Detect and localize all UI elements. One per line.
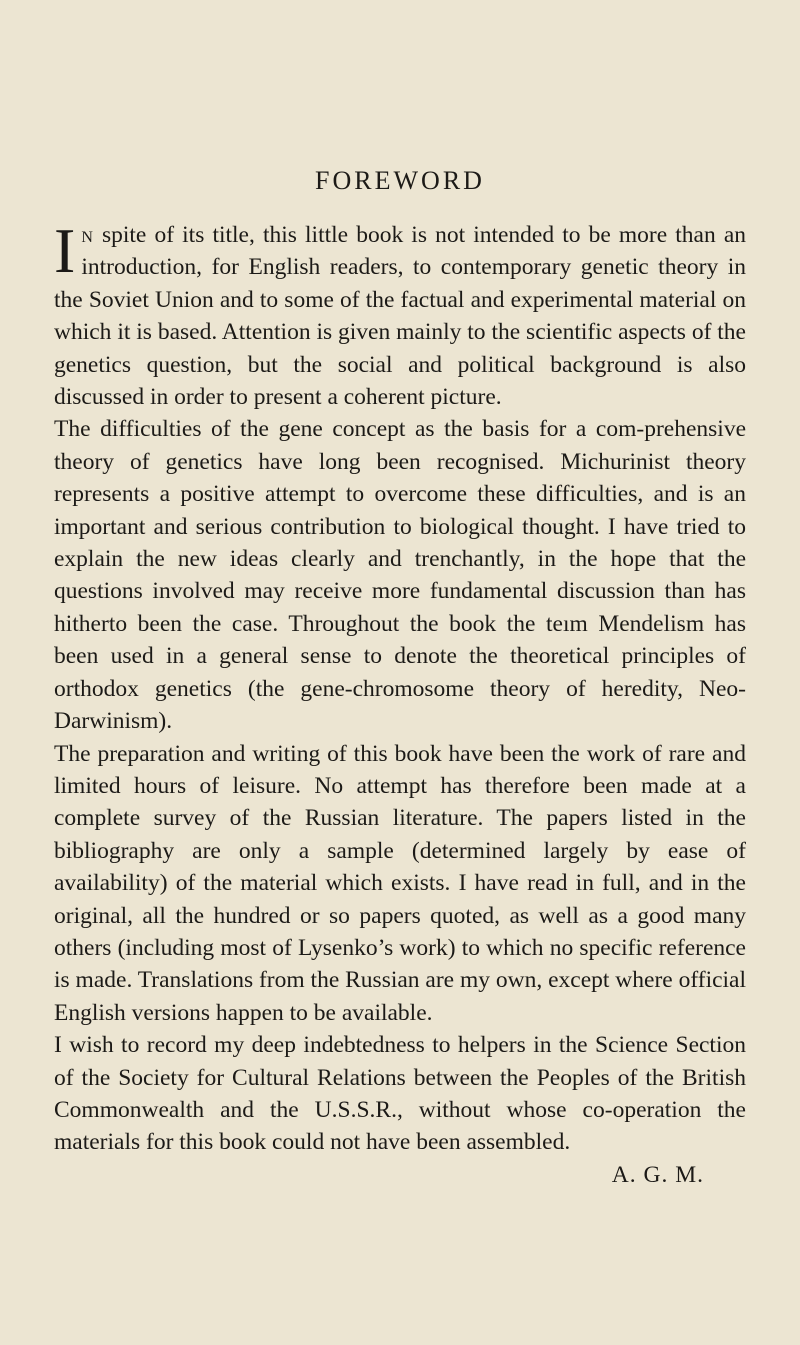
drop-cap: I bbox=[54, 215, 76, 286]
paragraph-4: I wish to record my deep indebtedness to helpers in the Science Section of the Society for Cultural Relations between the Peoples of the British Commonwealth and the U.S.S.R., without whose co-operation the materials for this book could not have been assembled. bbox=[54, 1032, 746, 1156]
first-word-rest: n bbox=[81, 222, 94, 248]
paragraph-1-text: spite of its title, this little book is not intended to be more than an introduction, for English readers, to contemporary genetic theory in the Soviet Union and to some of the factual and experimental material on which it is based. Attention is given mainly to the scientific aspects of the genetics question, but the social and political background is also discussed in order to present a coherent picture. bbox=[54, 222, 746, 411]
paragraph-2: The difficulties of the gene concept as the basis for a com-prehensive theory of genetics have long been recognised. Michurinist theory represents a positive attempt to overcome these difficulties, and is an important and serious contribution to biological thought. I have tried to explain the new ideas clearly and trenchantly, in the hope that the questions involved may receive more fundamental discussion than has hitherto been the case. Throughout the book the teım Mendelism has been used in a general sense to denote the theoretical principles of orthodox genetics (the gene-chromosome theory of heredity, Neo-Darwinism). bbox=[54, 416, 746, 735]
paragraph-3: The preparation and writing of this book have been the work of rare and limited hours of leisure. No attempt has therefore been made at a complete survey of the Russian literature. The papers listed in the bibliography are only a sample (determined largely by ease of availability) of the material which exists. I have read in full, and in the original, all the hundred or so papers quoted, as well as a good many others (including most of Lysenko’s work) to which no specific reference is made. Translations from the Russian are my own, except where official English versions happen to be available. bbox=[54, 740, 747, 1026]
page-title: FOREWORD bbox=[315, 166, 485, 195]
paragraph-1 bbox=[54, 215, 746, 413]
author-initials: A. G. M. bbox=[611, 1161, 704, 1188]
foreword-body bbox=[54, 215, 747, 1191]
